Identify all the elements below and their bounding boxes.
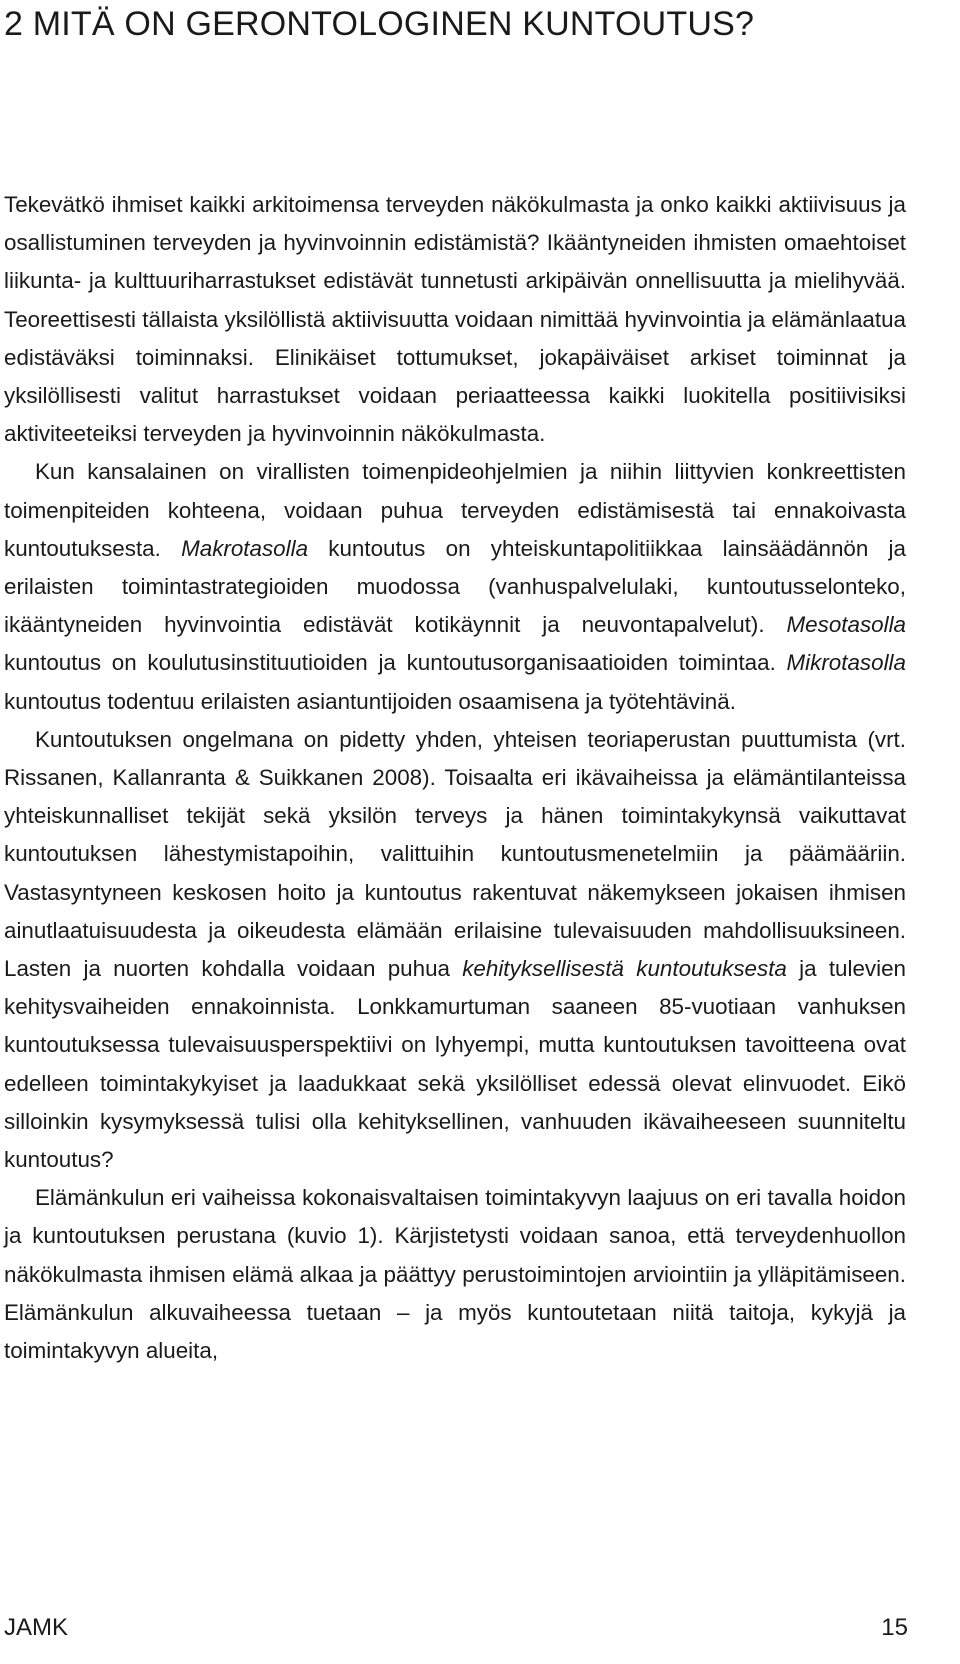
- paragraph: [4, 721, 906, 1179]
- footer-publisher: JAMK: [4, 1614, 69, 1641]
- emphasized-term: Mesotasolla: [786, 612, 906, 638]
- emphasized-term: Mikrotasolla: [786, 650, 906, 676]
- text-run: kuntoutus on koulutusinstituutioiden ja kuntoutusorganisaatioiden toimintaa.: [4, 650, 787, 676]
- emphasized-term: kehityksellisestä kuntoutuksesta: [462, 956, 787, 982]
- body-text: [4, 186, 906, 1370]
- text-run: kuntoutus on yhteiskuntapolitiikkaa lainsäädännön ja erilaisten toimintastrategioiden muodossa (vanhuspalvelulaki, kuntoutusselonteko, ikääntyneiden hyvinvointia edistävät kotikäynnit ja neuvontapalvelut).: [4, 535, 906, 638]
- text-run: Kun kansalainen on virallisten toimenpideohjelmien ja niihin liittyvien konkreettisten toimenpiteiden kohteena, voidaan puhua terveyden edistämisestä tai ennakoivasta kuntoutuksesta.: [4, 459, 906, 561]
- text-run: ja tulevien kehitysvaiheiden ennakoinnista. Lonkkamurtuman saaneen 85-vuotiaan vanhuksen kuntoutuksessa tulevaisuusperspektiivi on lyhyempi, mutta kuntoutuksen tavoitteena ovat edelleen toimintakykyiset ja laadukkaat sekä yksilölliset edessä olevat elinvuodet. Eikö silloinkin kysymyksessä tulisi olla kehityksellinen, vanhuuden ikävaiheeseen suunniteltu kuntoutus?: [4, 956, 907, 1173]
- paragraph: [4, 453, 906, 720]
- text-run: Kuntoutuksen ongelmana on pidetty yhden, yhteisen teoriaperustan puuttumista (vrt. Rissanen, Kallanranta & Suikkanen 2008). Toisaalta eri ikävaiheissa ja elämäntilanteissa yhteiskunnalliset tekijät sekä yksilön terveys ja hänen toimintakykynsä vaikuttavat kuntoutuksen lähestymistapoihin, valittuihin kuntoutusmenetelmiin ja päämääriin. Vastasyntyneen keskosen hoito ja kuntoutus rakentuvat näkemykseen jokaisen ihmisen ainutlaatuisuudesta ja oikeudesta elämään erilaisine tulevaisuuden mahdollisuuksineen. Lasten ja nuorten kohdalla voidaan puhua: [4, 726, 906, 982]
- text-run: kuntoutus todentuu erilaisten asiantuntijoiden osaamisena ja työtehtävinä.: [4, 688, 736, 714]
- paragraph: [4, 186, 906, 453]
- text-run: Tekevätkö ihmiset kaikki arkitoimensa terveyden näkökulmasta ja onko kaikki aktiivisuus ja osallistuminen terveyden ja hyvinvoinnin edistämistä? Ikääntyneiden ihmisten omaehtoiset liikunta- ja kulttuuriharrastukset edistävät tunnetusti arkipäivän onnellisuutta ja mielihyvää. Teoreettisesti tällaista yksilöllistä aktiivisuutta voidaan nimittää hyvinvointia ja elämänlaatua edistäväksi toiminnaksi. Elinikäiset tottumukset, jokapäiväiset arkiset toiminnat ja yksilöllisesti valitut harrastukset voidaan periaatteessa kaikki luokitella positiivisiksi aktiviteeteiksi terveyden ja hyvinvoinnin näkökulmasta.: [4, 192, 906, 447]
- text-run: Elämänkulun eri vaiheissa kokonaisvaltaisen toimintakyvyn laajuus on eri tavalla hoidon ja kuntoutuksen perustana (kuvio 1). Kärjistetysti voidaan sanoa, että terveydenhuollon näkökulmasta ihmisen elämä alkaa ja päättyy perustoimintojen arviointiin ja ylläpitämiseen. Elämänkulun alkuvaiheessa tuetaan – ja myös kuntoutetaan niitä taitoja, kykyjä ja toimintakyvyn alueita,: [4, 1185, 906, 1364]
- page-number: 15: [881, 1614, 908, 1641]
- emphasized-term: Makrotasolla: [181, 535, 309, 561]
- paragraph: [4, 1179, 906, 1370]
- page-heading: 2 MITÄ ON GERONTOLOGINEN KUNTOUTUS?: [4, 5, 755, 43]
